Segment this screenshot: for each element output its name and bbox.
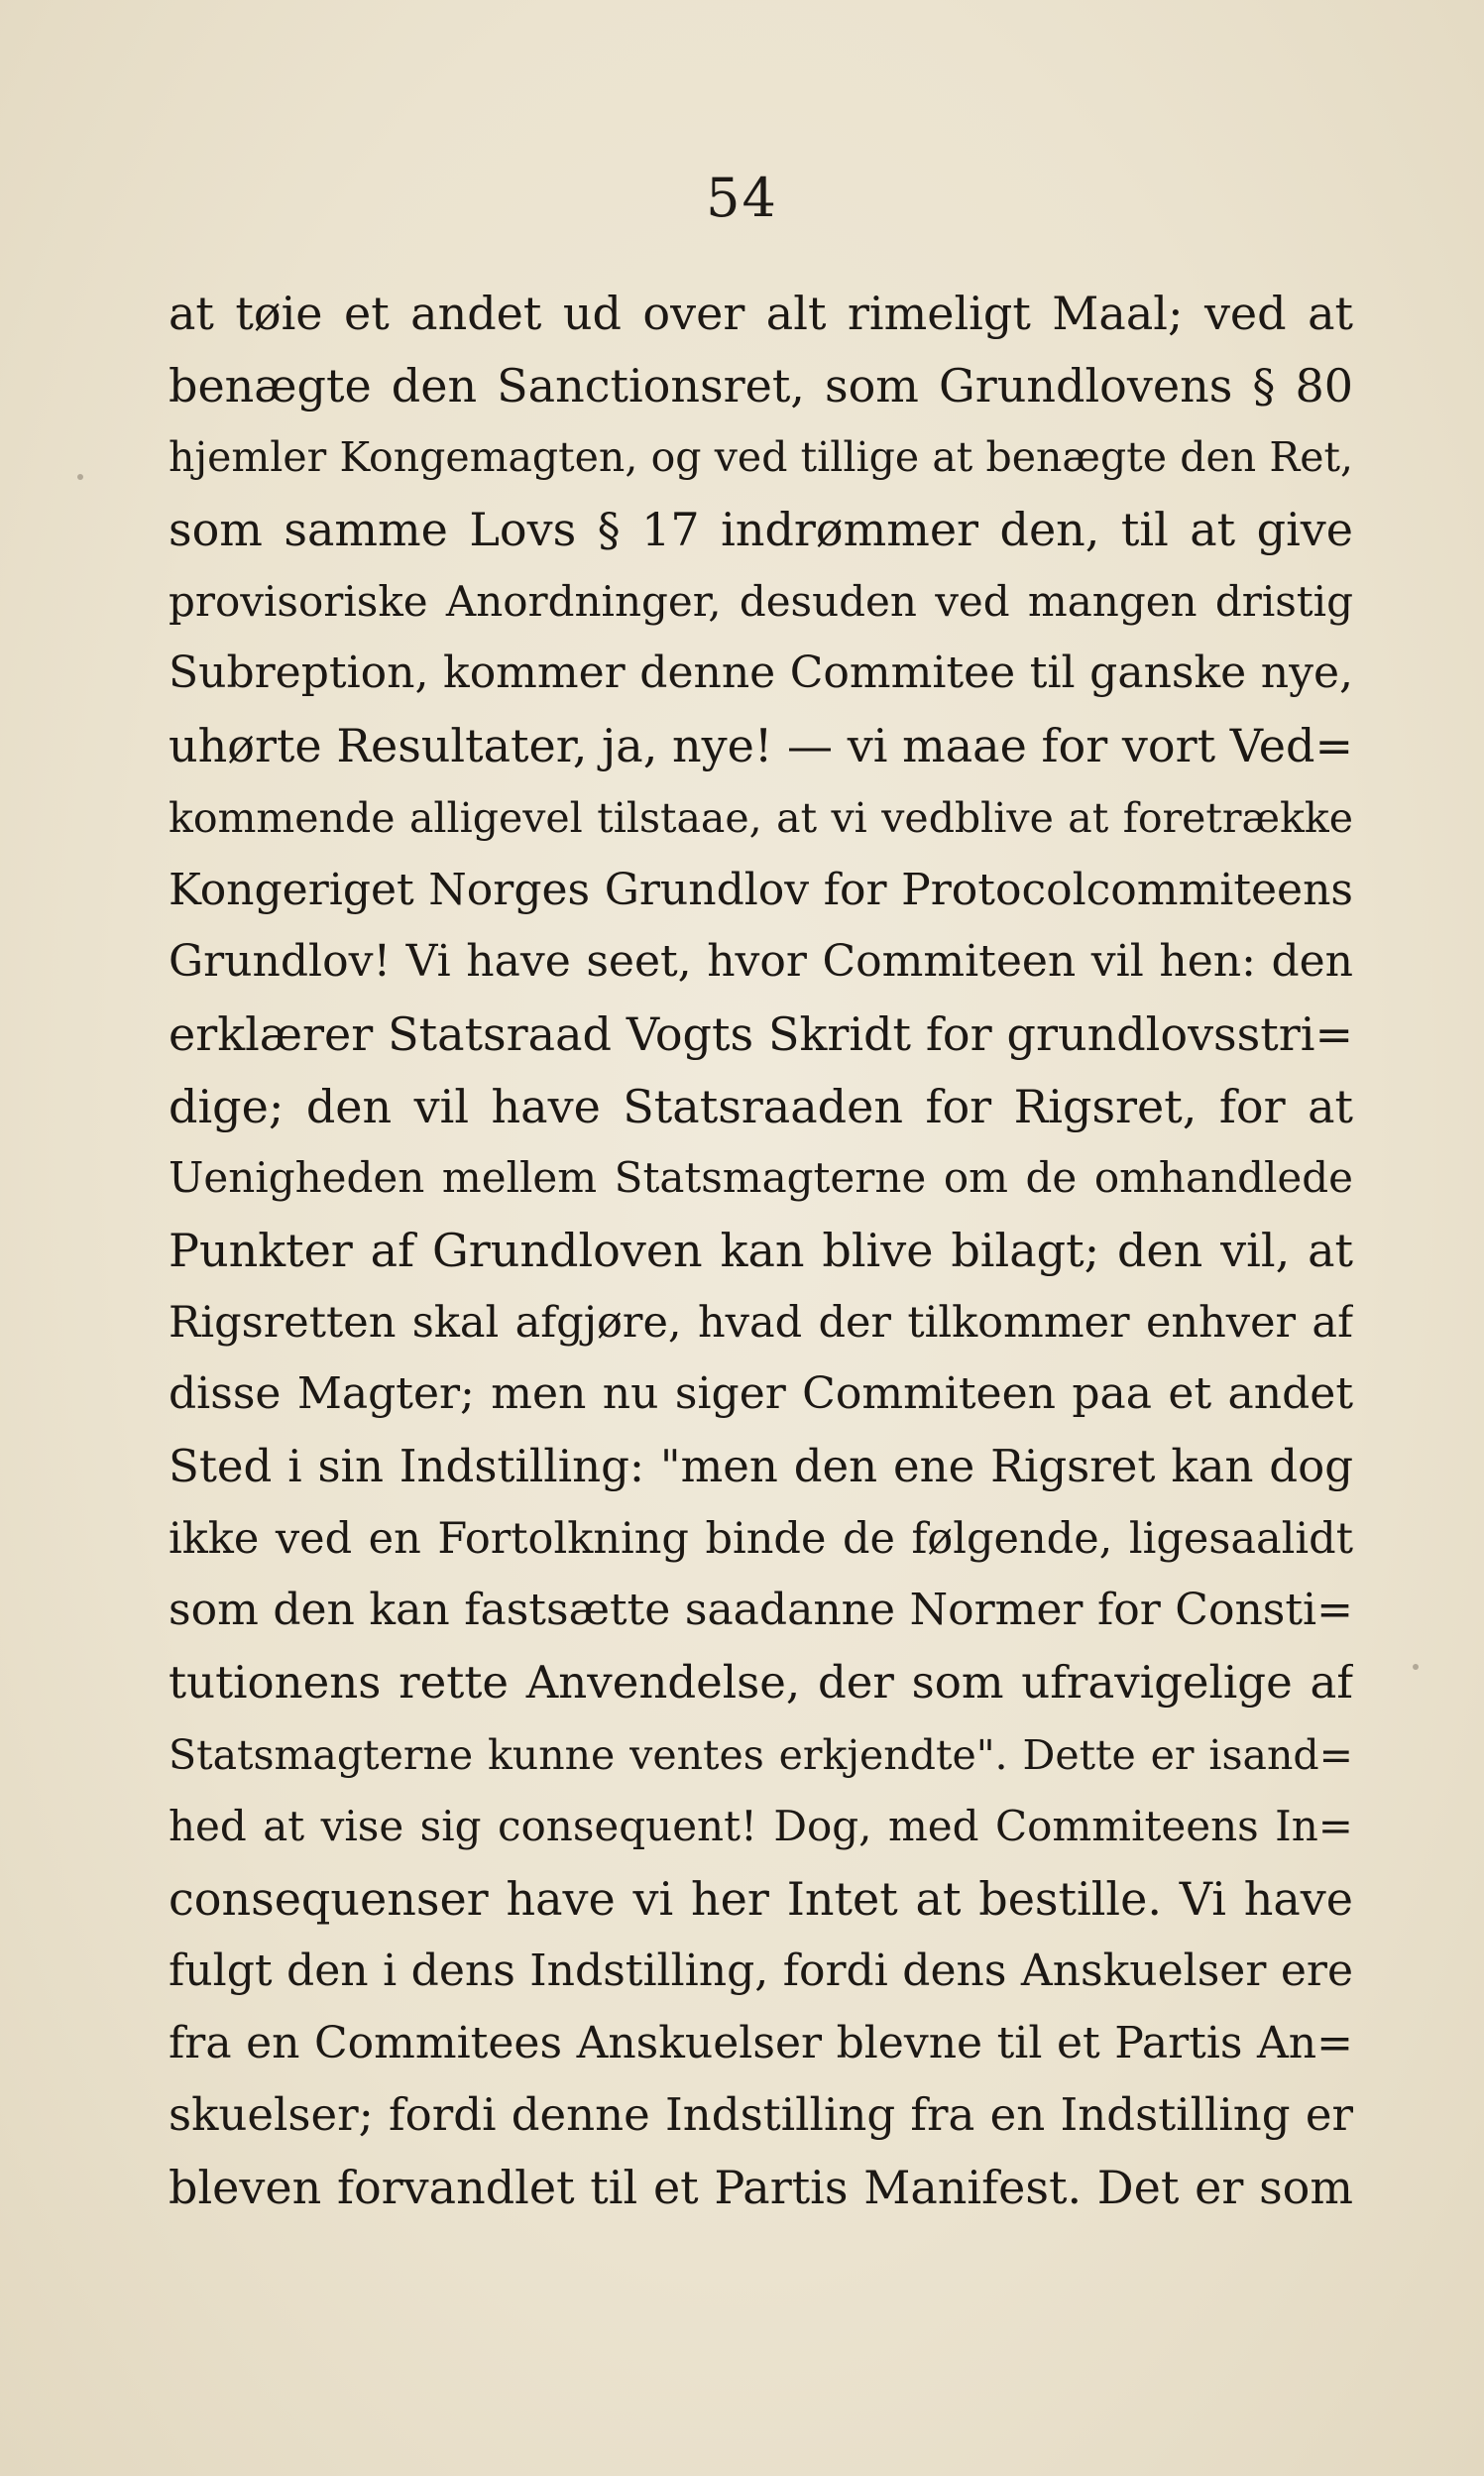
text-line: som den kan fastsætte saadanne Normer for Consti=	[169, 1585, 1353, 1636]
text-line: Rigsretten skal afgjøre, hvad der tilkommer enhver af	[169, 1297, 1353, 1348]
text-line: at tøie et andet ud over alt rimeligt Maal; ved at	[169, 287, 1353, 340]
text-line: consequenser have vi her Intet at bestille. Vi have	[169, 1872, 1353, 1927]
text-line: Statsmagterne kunne ventes erkjendte". Dette er isand=	[169, 1730, 1353, 1779]
text-line: som samme Lovs § 17 indrømmer den, til at give	[169, 503, 1353, 557]
text-line: Subreption, kommer denne Commitee til ganske nye,	[169, 648, 1353, 699]
text-line: bleven forvandlet til et Partis Manifest. Det er som	[169, 2160, 1353, 2214]
text-line: benægte den Sanctionsret, som Grundlovens § 80	[169, 358, 1353, 413]
text-line: ikke ved en Fortolkning binde de følgende, ligesaalidt	[169, 1513, 1353, 1564]
paper-speck	[77, 474, 83, 480]
text-line: Sted i sin Indstilling: "men den ene Rigsret kan dog	[169, 1440, 1353, 1492]
text-line: hjemler Kongemagten, og ved tillige at benægte den Ret,	[169, 433, 1353, 482]
text-line: Uenigheden mellem Statsmagterne om de omhandlede	[169, 1153, 1353, 1203]
paper-speck	[1413, 1664, 1419, 1670]
text-line: fra en Commitees Anskuelser blevne til et Partis An=	[169, 2017, 1353, 2068]
text-line: disse Magter; men nu siger Commiteen paa et andet	[169, 1368, 1353, 1420]
text-line: skuelser; fordi denne Indstilling fra en Indstilling er	[169, 2088, 1353, 2142]
text-line: tutionens rette Anvendelse, der som ufravigelige af	[169, 1656, 1353, 1710]
text-line: fulgt den i dens Indstilling, fordi dens Anskuelser ere	[169, 1945, 1353, 1996]
body-text	[169, 278, 1353, 2224]
text-line: provisoriske Anordninger, desuden ved mangen dristig	[169, 576, 1353, 626]
text-line: kommende alligevel tilstaae, at vi vedblive at foretrække	[169, 793, 1353, 842]
page-number: 54	[706, 167, 778, 229]
text-line: Grundlov! Vi have seet, hvor Commiteen vil hen: den	[169, 936, 1353, 988]
text-line: erklærer Statsraad Vogts Skridt for grundlovsstri=	[169, 1006, 1353, 1061]
text-line: dige; den vil have Statsraaden for Rigsret, for at	[169, 1079, 1353, 1133]
text-line: Kongeriget Norges Grundlov for Protocolcommiteens	[169, 864, 1353, 915]
text-line: hed at vise sig consequent! Dog, med Commiteens In=	[169, 1802, 1353, 1851]
text-line: Punkter af Grundloven kan blive bilagt; den vil, at	[169, 1223, 1353, 1277]
text-line: uhørte Resultater, ja, nye! — vi maae for vort Ved=	[169, 719, 1353, 773]
